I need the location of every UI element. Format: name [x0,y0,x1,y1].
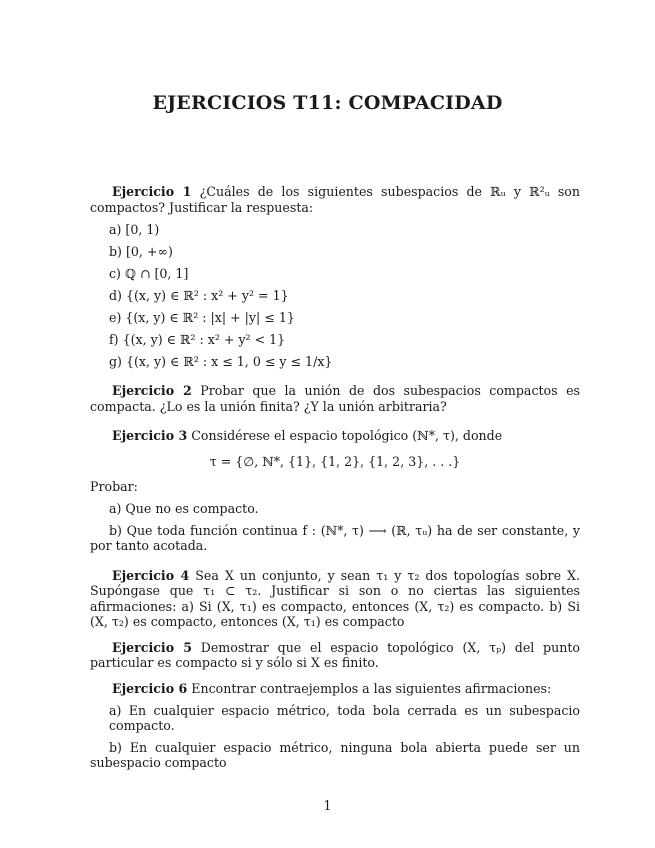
exercise-3-label: Ejercicio 3 [112,428,188,443]
exercise-3-topology-display: τ = {∅, ℕ*, {1}, {1, 2}, {1, 2, 3}, . . .} [209,453,461,469]
exercise-4-label: Ejercicio 4 [112,567,190,583]
exercise-1-item-d: d) {(x, y) ∈ ℝ² : x² + y² = 1} [109,287,289,303]
exercise-2-text: Probar que la unión de dos subespacios compactos es compacta. ¿Lo es la unión finita? ¿Y la unión arbitraria? [90,383,580,414]
exercise-2 [90,383,580,414]
exercise-3-item-b: b) Que toda función continua f : (ℕ*, τ) ⟶ (ℝ, τᵤ) ha de ser constante, y por tanto acotada. [90,522,580,553]
exercise-6-item-b: b) En cualquier espacio métrico, ninguna bola abierta puede ser un subespacio compacto [90,739,580,770]
page-number: 1 [323,798,332,813]
exercise-6-text: Encontrar contraejemplos a las siguientes afirmaciones: [191,680,552,696]
exercise-2-label: Ejercicio 2 [112,383,192,398]
exercise-5-text: Demostrar que el espacio topológico (X, τₚ) del punto particular es compacto si y sólo si X es finito. [90,639,580,670]
exercise-4 [90,568,580,630]
exercise-1-label: Ejercicio 1 [112,184,192,199]
document-body [90,184,580,771]
exercise-1-item-a: a) [0, 1) [109,221,160,237]
exercise-1-items [90,222,580,370]
exercise-1-item-c: c) ℚ ∩ [0, 1] [109,265,189,281]
exercise-5-label: Ejercicio 5 [112,639,192,655]
exercise-6-label: Ejercicio 6 [112,680,188,696]
exercise-5 [90,640,580,671]
exercise-3-item-a: a) Que no es compacto. [109,501,259,516]
exercise-3-text: Considérese el espacio topológico (ℕ*, τ), donde [191,428,503,443]
exercise-1-item-g: g) {(x, y) ∈ ℝ² : x ≤ 1, 0 ≤ y ≤ 1/x} [109,353,333,369]
document-title: EJERCICIOS T11: COMPACIDAD [152,92,503,114]
exercise-6 [90,681,580,697]
exercise-3-prove-label: Probar: [90,479,138,494]
exercise-1-item-e: e) {(x, y) ∈ ℝ² : |x| + |y| ≤ 1} [109,309,295,325]
exercise-1 [90,184,580,215]
exercise-4-text: Sea X un conjunto, y sean τ₁ y τ₂ dos topologías sobre X. Supóngase que τ₁ ⊂ τ₂. Justificar si son o no ciertas las siguientes afirmaciones: a) Si (X, τ₁) es compacto, entonces (X, τ₂) es compacto. b) Si (X, τ₂) es compacto, entonces (X, τ₁) es compacto [90,567,580,629]
exercise-3 [90,428,580,444]
exercise-6-item-a: a) En cualquier espacio métrico, toda bola cerrada es un subespacio compacto. [109,702,580,733]
exercise-1-item-b: b) [0, +∞) [109,243,173,259]
exercise-1-item-f: f) {(x, y) ∈ ℝ² : x² + y² < 1} [109,331,286,347]
exercise-1-text: ¿Cuáles de los siguientes subespacios de ℝᵤ y ℝ²ᵤ son compactos? Justificar la respuesta: [90,184,580,215]
